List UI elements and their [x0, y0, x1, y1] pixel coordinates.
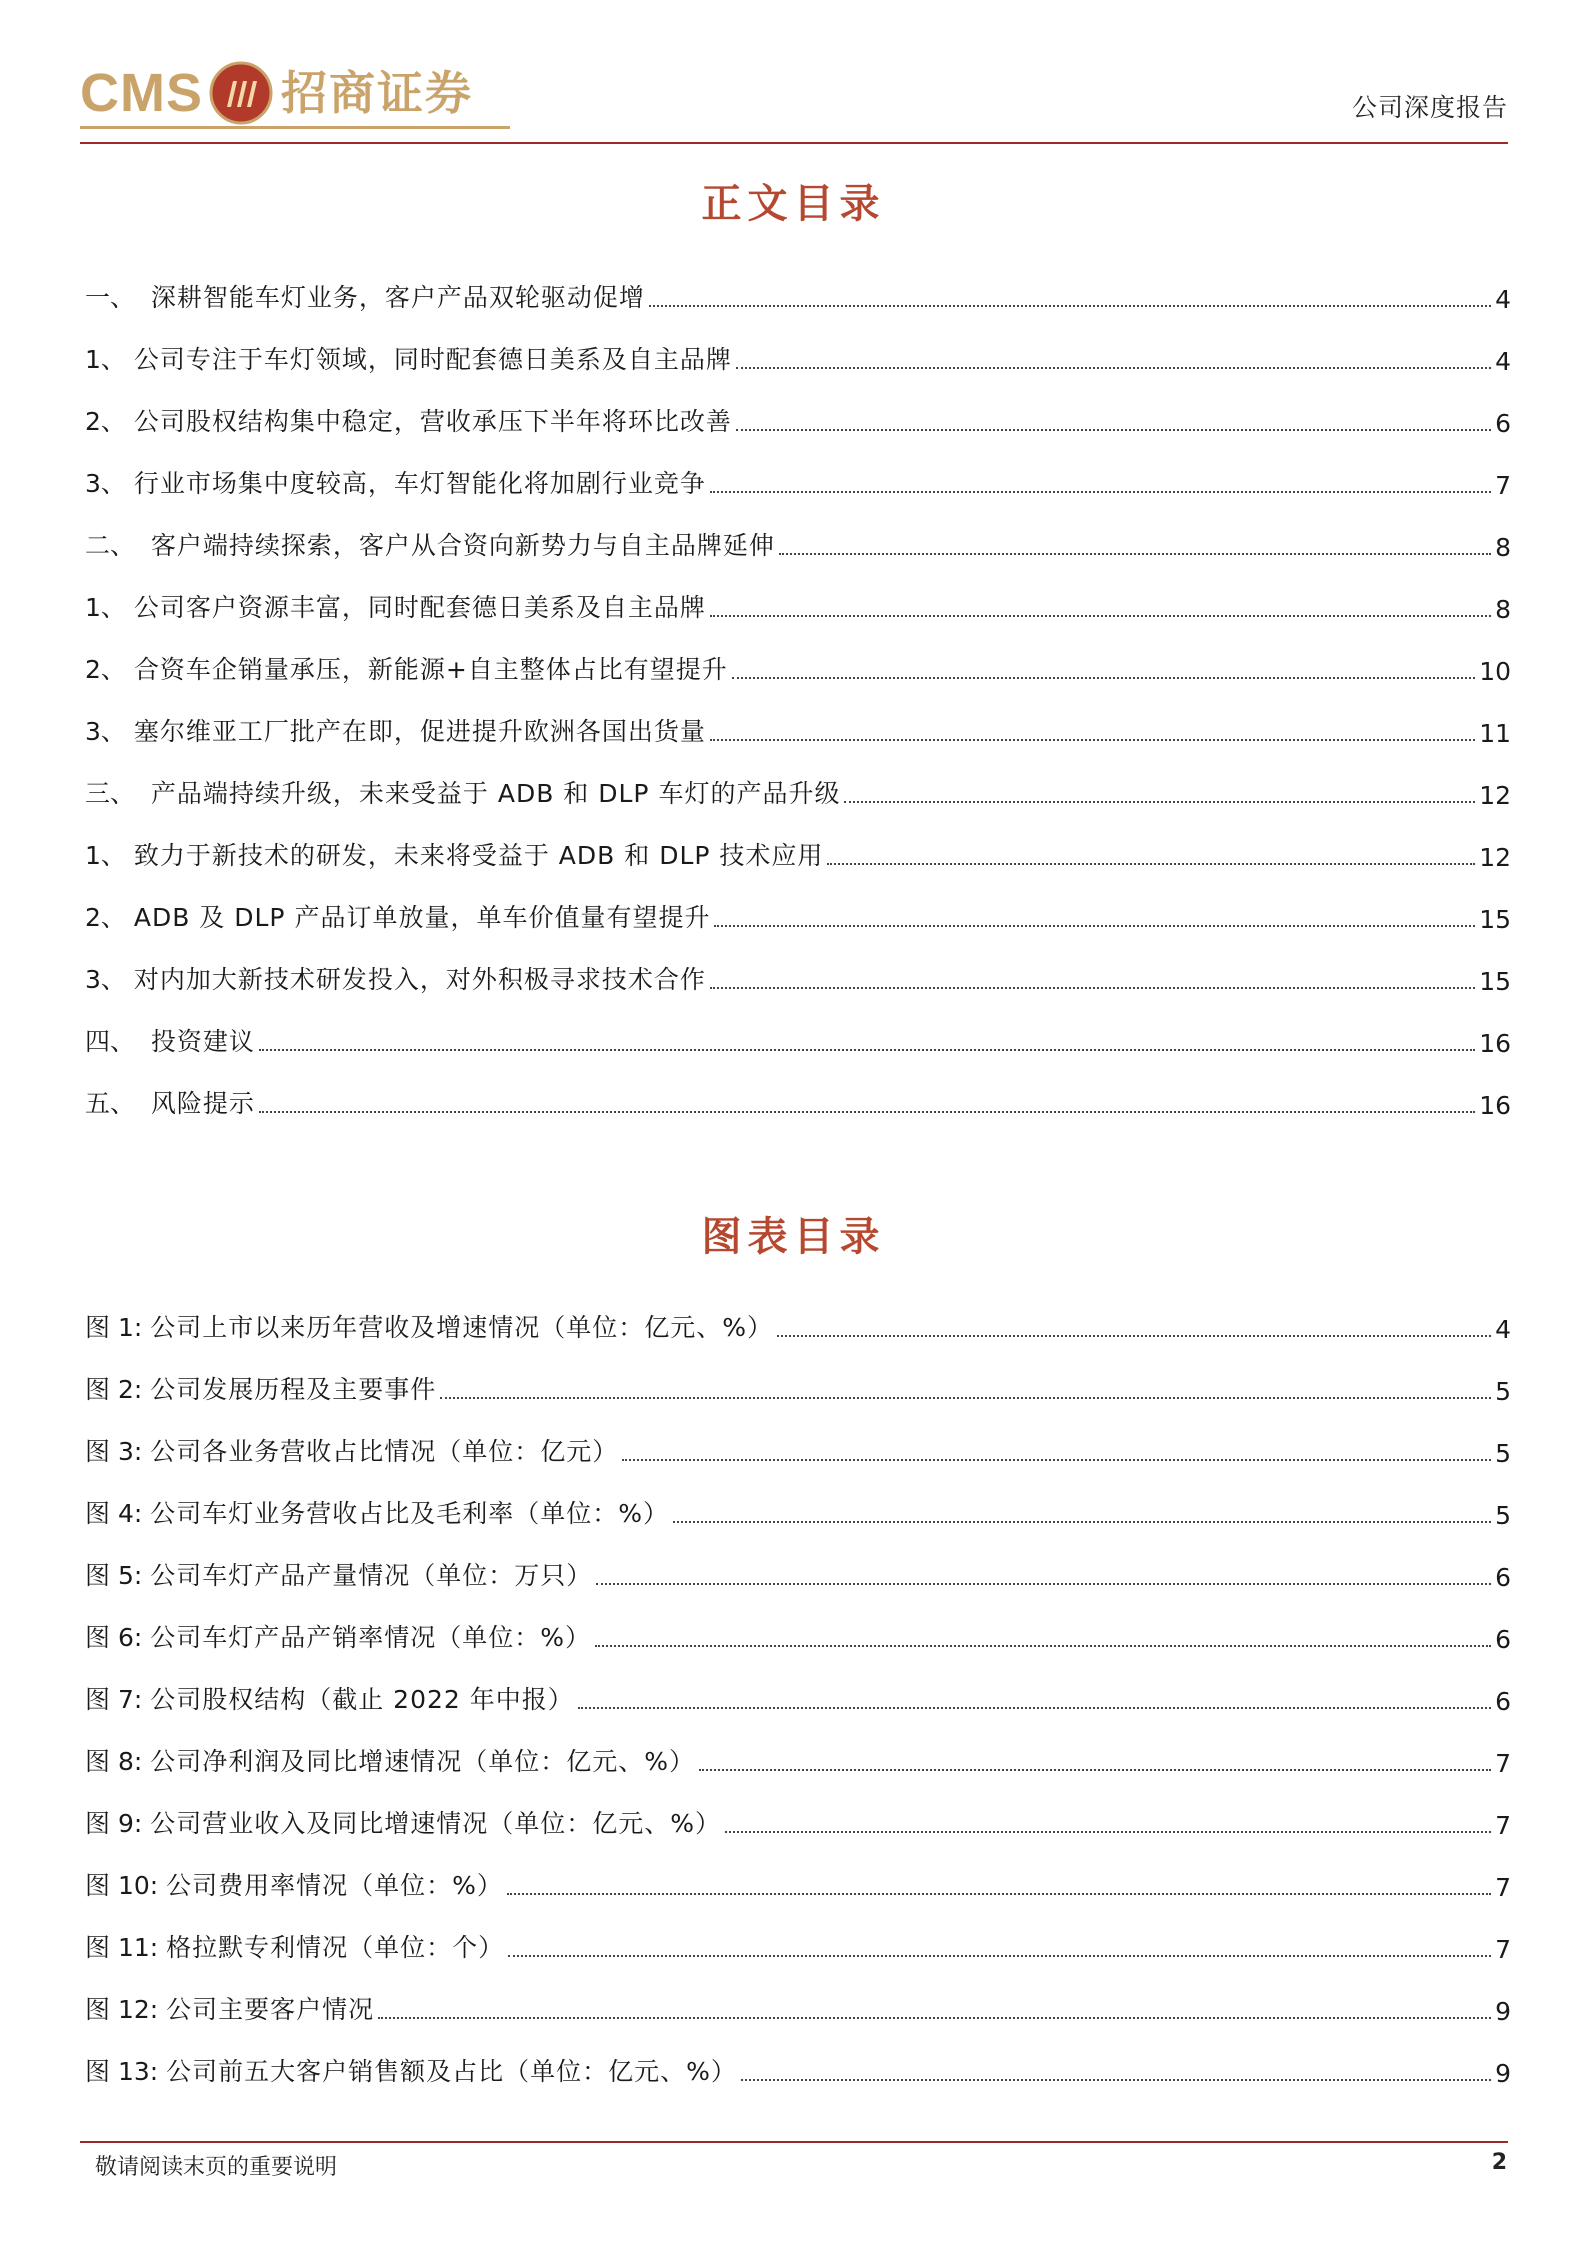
toc-entry-number: 图 7:	[85, 1685, 151, 1714]
toc-dot-leader	[827, 863, 1475, 865]
footer-divider	[80, 2141, 1508, 2143]
toc-dot-leader	[649, 305, 1491, 307]
toc-entry-page[interactable]: 8	[1495, 533, 1511, 562]
toc-entry-number: 图 2:	[85, 1375, 151, 1404]
toc-dot-leader	[725, 1831, 1491, 1833]
toc-entry-number: 1、	[85, 593, 134, 622]
main-toc	[85, 252, 1511, 1120]
toc-entry-number: 图 11:	[85, 1933, 167, 1962]
toc-entry-title[interactable]: 公司车灯业务营收占比及毛利率（单位：%）	[150, 1499, 669, 1528]
toc-entry-title[interactable]: 公司车灯产品产销率情况（单位：%）	[150, 1623, 591, 1652]
toc-entry-title[interactable]: 公司营业收入及同比增速情况（单位：亿元、%）	[150, 1809, 721, 1838]
toc-dot-leader	[259, 1049, 1475, 1051]
toc-entry-number: 二、	[85, 531, 151, 560]
toc-dot-leader	[736, 367, 1491, 369]
toc-entry[interactable]	[85, 438, 1511, 500]
toc-dot-leader	[596, 1583, 1491, 1585]
toc-entry-page[interactable]: 15	[1479, 967, 1511, 996]
toc-entry[interactable]	[85, 252, 1511, 314]
toc-entry-number: 图 5:	[85, 1561, 151, 1590]
page-header	[80, 58, 1508, 140]
toc-entry-page[interactable]: 6	[1495, 409, 1511, 438]
toc-entry-number: 图 9:	[85, 1809, 151, 1838]
toc-entry-number: 图 13:	[85, 2057, 167, 2086]
toc-entry[interactable]	[85, 748, 1511, 810]
toc-entry-page[interactable]: 6	[1495, 1625, 1511, 1654]
toc-entry[interactable]	[85, 1344, 1511, 1406]
toc-entry[interactable]	[85, 1468, 1511, 1530]
toc-entry[interactable]	[85, 1058, 1511, 1120]
toc-entry-title[interactable]: 投资建议	[150, 1027, 255, 1056]
figure-toc	[85, 1282, 1511, 2088]
toc-entry-title[interactable]: 公司股权结构集中稳定，营收承压下半年将环比改善	[133, 407, 732, 436]
toc-entry-number: 1、	[85, 345, 134, 374]
toc-entry-page[interactable]: 4	[1495, 285, 1511, 314]
toc-dot-leader	[710, 491, 1491, 493]
toc-dot-leader	[507, 1893, 1491, 1895]
toc-entry-page[interactable]: 7	[1495, 1811, 1511, 1840]
toc-entry[interactable]	[85, 872, 1511, 934]
brand-logo	[80, 58, 473, 128]
logo-emblem-icon	[209, 61, 273, 125]
toc-entry-title[interactable]: 行业市场集中度较高，车灯智能化将加剧行业竞争	[133, 469, 706, 498]
toc-entry[interactable]	[85, 562, 1511, 624]
toc-entry-page[interactable]: 4	[1495, 1315, 1511, 1344]
toc-entry-page[interactable]: 5	[1495, 1439, 1511, 1468]
toc-entry-title[interactable]: 公司车灯产品产量情况（单位：万只）	[150, 1561, 593, 1590]
toc-entry-title[interactable]: 公司主要客户情况	[166, 1995, 375, 2024]
toc-entry-title[interactable]: 公司股权结构（截止 2022 年中报）	[150, 1685, 574, 1714]
toc-entry-page[interactable]: 7	[1495, 1749, 1511, 1778]
toc-dot-leader	[779, 553, 1491, 555]
toc-entry[interactable]	[85, 1902, 1511, 1964]
toc-entry-title[interactable]: 公司专注于车灯领域，同时配套德日美系及自主品牌	[133, 345, 732, 374]
main-toc-title: 正文目录	[701, 180, 886, 227]
toc-entry-title[interactable]: 公司各业务营收占比情况（单位：亿元）	[150, 1437, 619, 1466]
header-divider	[80, 142, 1508, 144]
logo-cms-text: CMS	[80, 63, 203, 123]
toc-entry[interactable]	[85, 1778, 1511, 1840]
toc-entry-number: 3、	[85, 469, 134, 498]
toc-entry[interactable]	[85, 1964, 1511, 2026]
toc-dot-leader	[378, 2017, 1491, 2019]
toc-dot-leader	[699, 1769, 1491, 1771]
toc-entry-title[interactable]: 公司前五大客户销售额及占比（单位：亿元、%）	[166, 2057, 737, 2086]
toc-entry[interactable]	[85, 2026, 1511, 2088]
toc-entry[interactable]	[85, 1840, 1511, 1902]
toc-entry-page[interactable]: 9	[1495, 1997, 1511, 2026]
toc-entry-number: 五、	[85, 1089, 151, 1118]
toc-entry-number: 2、	[85, 407, 134, 436]
toc-dot-leader	[508, 1955, 1491, 1957]
toc-entry-number: 图 1:	[85, 1313, 151, 1342]
toc-entry-page[interactable]: 9	[1495, 2059, 1511, 2088]
toc-entry[interactable]	[85, 500, 1511, 562]
toc-entry-page[interactable]: 16	[1479, 1029, 1511, 1058]
toc-entry-page[interactable]: 4	[1495, 347, 1511, 376]
toc-entry-number: 图 10:	[85, 1871, 167, 1900]
toc-entry[interactable]	[85, 624, 1511, 686]
toc-entry-title[interactable]: 合资车企销量承压，新能源+自主整体占比有望提升	[133, 655, 728, 684]
toc-entry-number: 图 4:	[85, 1499, 151, 1528]
toc-entry-page[interactable]: 7	[1495, 471, 1511, 500]
toc-dot-leader	[673, 1521, 1491, 1523]
toc-dot-leader	[710, 987, 1475, 989]
toc-entry-number: 1、	[85, 841, 134, 870]
report-type-label: 公司深度报告	[1351, 93, 1508, 122]
toc-entry[interactable]	[85, 1716, 1511, 1778]
toc-entry-page[interactable]: 5	[1495, 1377, 1511, 1406]
toc-entry-page[interactable]: 15	[1479, 905, 1511, 934]
toc-dot-leader	[736, 429, 1491, 431]
toc-entry[interactable]	[85, 1406, 1511, 1468]
toc-dot-leader	[595, 1645, 1491, 1647]
footer-disclaimer: 敬请阅读末页的重要说明	[95, 2155, 338, 2180]
toc-dot-leader	[844, 801, 1475, 803]
logo-underline	[80, 126, 510, 129]
toc-entry-page[interactable]: 7	[1495, 1935, 1511, 1964]
toc-entry-title[interactable]: 对内加大新技术研发投入，对外积极寻求技术合作	[133, 965, 706, 994]
toc-entry-title[interactable]: ADB 及 DLP 产品订单放量，单车价值量有望提升	[133, 903, 711, 932]
toc-entry-number: 四、	[85, 1027, 151, 1056]
toc-dot-leader	[714, 925, 1475, 927]
toc-dot-leader	[741, 2079, 1491, 2081]
toc-entry-page[interactable]: 16	[1479, 1091, 1511, 1120]
toc-entry-number: 图 12:	[85, 1995, 167, 2024]
toc-entry-title[interactable]: 公司净利润及同比增速情况（单位：亿元、%）	[150, 1747, 695, 1776]
toc-entry-title[interactable]: 公司客户资源丰富，同时配套德日美系及自主品牌	[133, 593, 706, 622]
toc-entry[interactable]	[85, 1654, 1511, 1716]
toc-entry-number: 图 3:	[85, 1437, 151, 1466]
toc-entry-page[interactable]: 12	[1479, 781, 1511, 810]
toc-entry-number: 一、	[85, 283, 151, 312]
toc-entry[interactable]	[85, 1530, 1511, 1592]
toc-dot-leader	[440, 1397, 1491, 1399]
toc-entry-title[interactable]: 产品端持续升级，未来受益于 ADB 和 DLP 车灯的产品升级	[150, 779, 841, 808]
toc-entry-title[interactable]: 塞尔维亚工厂批产在即，促进提升欧洲各国出货量	[133, 717, 706, 746]
toc-dot-leader	[732, 677, 1475, 679]
toc-entry-number: 图 8:	[85, 1747, 151, 1776]
toc-dot-leader	[259, 1111, 1475, 1113]
toc-entry-number: 三、	[85, 779, 151, 808]
toc-entry-title[interactable]: 客户端持续探索，客户从合资向新势力与自主品牌延伸	[150, 531, 775, 560]
toc-dot-leader	[622, 1459, 1491, 1461]
toc-entry-number: 2、	[85, 903, 134, 932]
toc-entry[interactable]	[85, 996, 1511, 1058]
toc-entry[interactable]	[85, 686, 1511, 748]
toc-entry[interactable]	[85, 314, 1511, 376]
figure-toc-title: 图表目录	[701, 1213, 886, 1260]
toc-entry-title[interactable]: 公司发展历程及主要事件	[150, 1375, 437, 1404]
toc-entry-number: 3、	[85, 717, 134, 746]
toc-entry-page[interactable]: 8	[1495, 595, 1511, 624]
toc-entry-title[interactable]: 格拉默专利情况（单位：个）	[166, 1933, 505, 1962]
toc-entry-number: 图 6:	[85, 1623, 151, 1652]
toc-dot-leader	[710, 739, 1475, 741]
toc-entry[interactable]	[85, 376, 1511, 438]
toc-entry[interactable]	[85, 1592, 1511, 1654]
page-number: 2	[1491, 2150, 1507, 2175]
toc-entry-page[interactable]: 6	[1495, 1687, 1511, 1716]
toc-entry-title[interactable]: 风险提示	[150, 1089, 255, 1118]
toc-entry-number: 2、	[85, 655, 134, 684]
toc-dot-leader	[710, 615, 1491, 617]
toc-entry-title[interactable]: 深耕智能车灯业务，客户产品双轮驱动促增	[150, 283, 645, 312]
toc-entry-page[interactable]: 12	[1479, 843, 1511, 872]
toc-dot-leader	[578, 1707, 1491, 1709]
toc-entry[interactable]	[85, 1282, 1511, 1344]
toc-entry-page[interactable]: 5	[1495, 1501, 1511, 1530]
toc-entry[interactable]	[85, 810, 1511, 872]
toc-dot-leader	[777, 1335, 1491, 1337]
toc-entry-page[interactable]: 10	[1479, 657, 1511, 686]
toc-entry-title[interactable]: 公司上市以来历年营收及增速情况（单位：亿元、%）	[150, 1313, 773, 1342]
logo-chinese-text: 招商证券	[281, 66, 473, 120]
toc-entry-page[interactable]: 11	[1479, 719, 1511, 748]
toc-entry-page[interactable]: 6	[1495, 1563, 1511, 1592]
toc-entry-title[interactable]: 致力于新技术的研发，未来将受益于 ADB 和 DLP 技术应用	[133, 841, 824, 870]
toc-entry[interactable]	[85, 934, 1511, 996]
toc-entry-page[interactable]: 7	[1495, 1873, 1511, 1902]
toc-entry-title[interactable]: 公司费用率情况（单位：%）	[166, 1871, 503, 1900]
toc-entry-number: 3、	[85, 965, 134, 994]
